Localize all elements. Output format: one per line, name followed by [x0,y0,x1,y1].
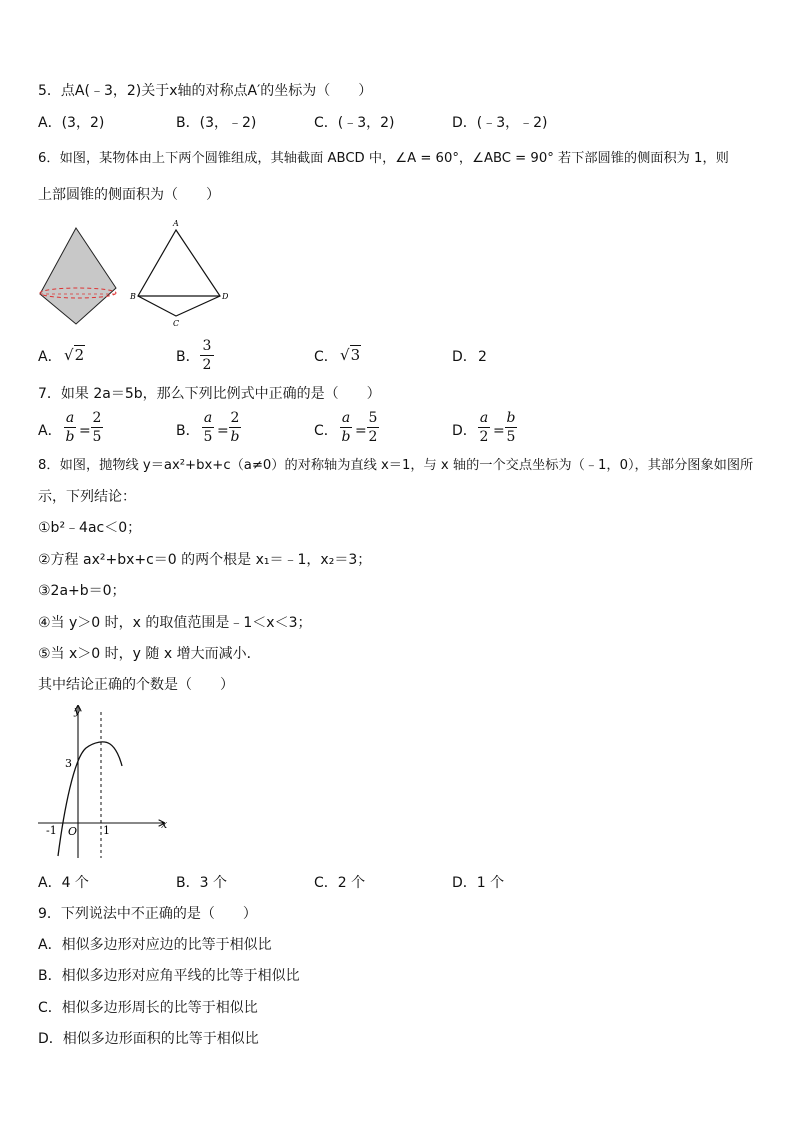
numerator: a [203,410,213,426]
denominator: 5 [203,429,213,445]
vertex-label-a: A [173,219,179,228]
q8-conclusion-2: ②方程 ax²+bx+c＝0 的两个根是 x₁＝﹣1，x₂＝3； [38,552,372,568]
q8-question: 其中结论正确的个数是（ ） [38,677,234,693]
q8-conclusion-3: ③2a+b＝0； [38,583,126,599]
q6-stem-line2: 上部圆锥的侧面积为（ ） [38,187,220,203]
equals-sign: = [355,423,367,439]
numerator: 2 [92,410,102,426]
q8-stem-line2: 示，下列结论： [38,489,136,505]
q6-option-c-label: C． [314,349,338,365]
q8-option-a: A．4 个 [38,875,89,891]
q5-option-a: A．(3，2) [38,115,105,131]
q7-option-d-label: D． [452,423,477,439]
cross-section-abcd-figure [128,218,238,328]
q6-option-a-label: A． [38,349,62,365]
q8-conclusion-4: ④当 y＞0 时，x 的取值范围是﹣1＜x＜3； [38,615,312,631]
q8-option-c: C．2 个 [314,875,366,891]
y-axis-label: y [74,704,81,717]
q7-d-right-fraction [505,410,517,445]
q7-b-right-fraction [229,410,241,445]
x-axis-label: x [161,818,168,831]
double-cone-figure [38,224,138,334]
q7-c-right-fraction [367,410,379,445]
parabola-graph [34,700,174,860]
q6-option-c-value: √3 [340,346,361,364]
q5-option-c: C．(﹣3，2) [314,115,395,131]
q6-option-d-value: 2 [478,349,487,365]
numerator: 2 [230,410,240,426]
numerator: a [341,410,351,426]
q8-option-b: B．3 个 [176,875,227,891]
q9-option-a: A．相似多边形对应边的比等于相似比 [38,937,272,953]
q7-b-left-fraction [202,410,214,445]
x-tick-neg1: -1 [46,824,57,837]
y-tick-3: 3 [65,757,72,770]
equals-sign: = [493,423,505,439]
x-tick-1: 1 [103,824,110,837]
numerator: b [506,410,516,426]
q8-conclusion-1: ①b²﹣4ac＜0； [38,520,142,536]
q7-a-right-fraction [91,410,103,445]
q5-option-d: D．(﹣3，﹣2) [452,115,548,131]
q6-option-b-label: B． [176,349,200,365]
origin-label: O [68,825,78,838]
q7-option-c-label: C． [314,423,338,439]
denominator: 2 [479,429,489,445]
numerator: a [65,410,75,426]
q7-option-b-label: B． [176,423,200,439]
q6-option-a-value: √2 [64,346,85,364]
denominator: 5 [506,429,516,445]
denominator: 5 [92,429,102,445]
q6-option-c-radicand: 3 [350,346,361,364]
denominator: b [65,429,75,445]
q8-option-d: D．1 个 [452,875,505,891]
equals-sign: = [217,423,229,439]
vertex-label-d: D [222,292,229,301]
q6-option-a-radicand: 2 [74,346,85,364]
denominator: 2 [368,429,378,445]
q7-d-left-fraction [478,410,490,445]
numerator: 3 [202,338,212,354]
q8-stem-line1: 8．如图，抛物线 y＝ax²+bx+c（a≠0）的对称轴为直线 x＝1，与 x 轴的一个交点坐标为（﹣1，0），其部分图象如图所 [38,458,754,473]
vertex-label-c: C [173,319,180,328]
vertex-label-b: B [130,292,136,301]
q5-stem: 5．点A(﹣3，2)关于x轴的对称点A′的坐标为（ ） [38,83,373,99]
q8-conclusion-5: ⑤当 x＞0 时，y 随 x 增大而减小． [38,646,261,662]
q7-a-left-fraction [64,410,76,445]
q6-option-d-label: D． [452,349,477,365]
equals-sign: = [79,423,91,439]
q7-c-left-fraction [340,410,352,445]
q9-option-b: B．相似多边形对应角平线的比等于相似比 [38,968,300,984]
q9-option-c: C．相似多边形周长的比等于相似比 [38,1000,258,1016]
denominator: b [341,429,351,445]
numerator: 5 [368,410,378,426]
q9-stem: 9．下列说法中不正确的是（ ） [38,906,257,922]
q9-option-d: D．相似多边形面积的比等于相似比 [38,1031,259,1047]
q5-option-b: B．(3，﹣2) [176,115,257,131]
denominator: 2 [202,357,212,373]
q6-option-b-fraction [200,338,214,373]
q7-option-a-label: A． [38,423,62,439]
numerator: a [479,410,489,426]
q6-stem-line1: 6．如图，某物体由上下两个圆锥组成，其轴截面 ABCD 中，∠A = 60°，∠ABC = 90° 若下部圆锥的侧面积为 1，则 [38,151,729,166]
q7-stem: 7．如果 2a＝5b，那么下列比例式中正确的是（ ） [38,386,381,402]
denominator: b [230,429,240,445]
